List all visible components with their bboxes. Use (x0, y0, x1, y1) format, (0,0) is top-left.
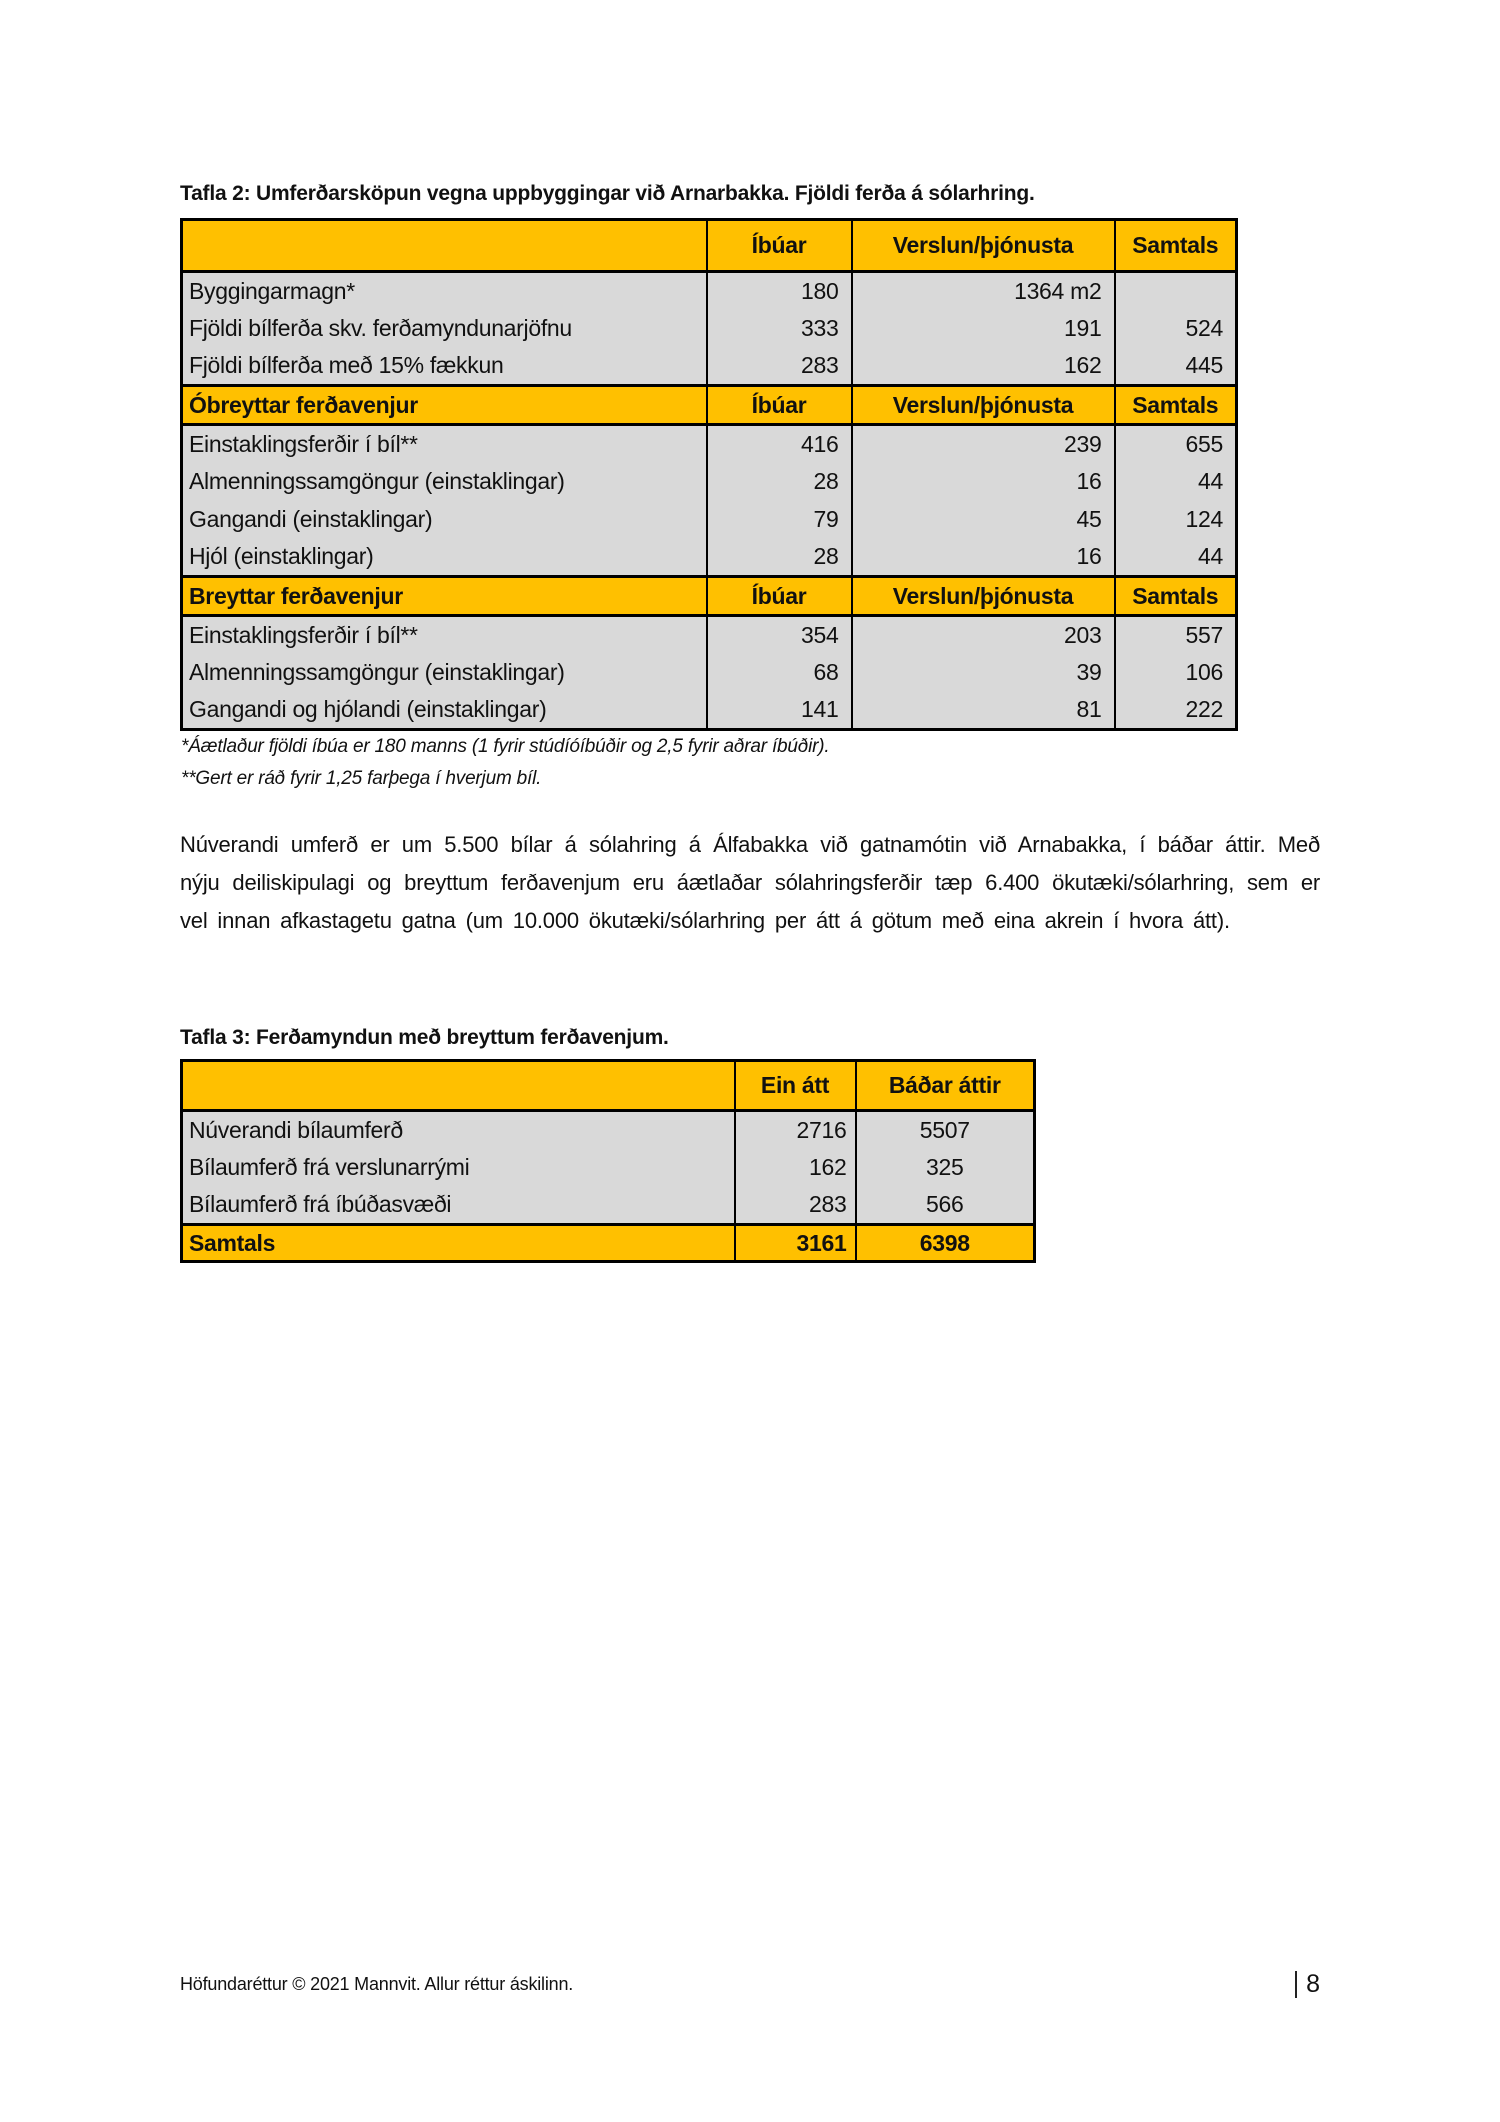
table3-caption: Tafla 3: Ferðamyndun með breyttum ferðavenjum. (180, 1026, 669, 1049)
table-cell: 2716 (735, 1111, 856, 1149)
table-cell: Bílaumferð frá verslunarrými (182, 1149, 735, 1187)
table-cell: 333 (707, 310, 852, 348)
table-cell: 416 (707, 425, 852, 463)
table-cell: 203 (852, 616, 1115, 654)
table-cell: 325 (856, 1149, 1035, 1187)
table-cell: 79 (707, 501, 852, 539)
table-cell: Samtals (1115, 577, 1237, 616)
table-row (182, 616, 1237, 654)
table-cell: 524 (1115, 310, 1237, 348)
table-cell: Óbreyttar ferðavenjur (182, 386, 707, 425)
table-cell: Byggingarmagn* (182, 272, 707, 310)
table-row (182, 501, 1237, 539)
table-cell: Samtals (1115, 386, 1237, 425)
table-row (182, 1061, 1035, 1111)
table-cell: 45 (852, 501, 1115, 539)
table-row (182, 272, 1237, 310)
table-cell: 354 (707, 616, 852, 654)
table-cell: Fjöldi bílferða skv. ferðamyndunarjöfnu (182, 310, 707, 348)
table-cell: Báðar áttir (856, 1061, 1035, 1111)
page-number (1295, 1970, 1320, 1999)
table-row (182, 425, 1237, 463)
traffic-generation-table (180, 218, 1238, 731)
table-cell: 566 (856, 1187, 1035, 1225)
table-cell: 44 (1115, 463, 1237, 501)
table-cell: Verslun/þjónusta (852, 577, 1115, 616)
body-paragraph: Núverandi umferð er um 5.500 bílar á sólahring á Álfabakka við gatnamótin við Arnabakka, í báðar áttir. Með nýju deiliskipulagi og breyttum ferðavenjum eru áætlaðar sólahringsferðir tæp 6.400 ökutæki/sólarhring, sem er vel innan afkastagetu gatna (um 10.000 ökutæki/sólarhring per átt á götum með eina akrein í hvora átt). (180, 832, 1320, 933)
table-cell: Verslun/þjónusta (852, 220, 1115, 272)
table-row (182, 692, 1237, 730)
table-cell: 222 (1115, 692, 1237, 730)
table-cell: Almenningssamgöngur (einstaklingar) (182, 463, 707, 501)
table-row (182, 348, 1237, 386)
copyright-text: Höfundaréttur © 2021 Mannvit. Allur réttur áskilinn. (180, 1974, 574, 1994)
table2-caption: Tafla 2: Umferðarsköpun vegna uppbyggingar við Arnarbakka. Fjöldi ferða á sólarhring. (180, 182, 1035, 205)
table-cell: 16 (852, 539, 1115, 577)
table-row (182, 1187, 1035, 1225)
trip-generation-table (180, 1059, 1036, 1263)
table-cell: 162 (735, 1149, 856, 1187)
table-cell: Samtals (182, 1225, 735, 1262)
table-cell: Breyttar ferðavenjur (182, 577, 707, 616)
table-cell: 1364 m2 (852, 272, 1115, 310)
table-cell: 39 (852, 654, 1115, 692)
table-cell: 16 (852, 463, 1115, 501)
table-cell: 5507 (856, 1111, 1035, 1149)
table-cell: 557 (1115, 616, 1237, 654)
table-cell: 106 (1115, 654, 1237, 692)
page-number-divider (1295, 1971, 1297, 1998)
table-cell: 162 (852, 348, 1115, 386)
table-cell (1115, 272, 1237, 310)
table-cell: 28 (707, 539, 852, 577)
table-cell: 3161 (735, 1225, 856, 1262)
table-cell: 44 (1115, 539, 1237, 577)
table-cell: 68 (707, 654, 852, 692)
table-cell: Bílaumferð frá íbúðasvæði (182, 1187, 735, 1225)
table-row (182, 654, 1237, 692)
table-row (182, 463, 1237, 501)
table-cell: 283 (707, 348, 852, 386)
table-cell (182, 220, 707, 272)
page-footer (180, 1970, 1320, 1999)
table-cell: 28 (707, 463, 852, 501)
table-cell (182, 1061, 735, 1111)
table-cell: 655 (1115, 425, 1237, 463)
table-cell: 180 (707, 272, 852, 310)
table-cell: Hjól (einstaklingar) (182, 539, 707, 577)
table-cell: 124 (1115, 501, 1237, 539)
table-cell: Almenningssamgöngur (einstaklingar) (182, 654, 707, 692)
table-cell: Samtals (1115, 220, 1237, 272)
page-number-value: 8 (1306, 1970, 1320, 1998)
table-cell: Íbúar (707, 220, 852, 272)
table-cell: Verslun/þjónusta (852, 386, 1115, 425)
table-row (182, 539, 1237, 577)
table-cell: 445 (1115, 348, 1237, 386)
footnote-1: *Áætlaður fjöldi íbúa er 180 manns (1 fyrir stúdíóíbúðir og 2,5 fyrir aðrar íbúðir). (181, 736, 830, 757)
table-cell: Gangandi og hjólandi (einstaklingar) (182, 692, 707, 730)
table-row (182, 220, 1237, 272)
footnote-2: **Gert er ráð fyrir 1,25 farþega í hverjum bíl. (181, 768, 542, 789)
table-cell: Íbúar (707, 577, 852, 616)
table-cell: 6398 (856, 1225, 1035, 1262)
table-cell: Ein átt (735, 1061, 856, 1111)
table-cell: 141 (707, 692, 852, 730)
table-cell: 239 (852, 425, 1115, 463)
table-row (182, 1111, 1035, 1149)
table-cell: Íbúar (707, 386, 852, 425)
table-cell: 283 (735, 1187, 856, 1225)
table-cell: 81 (852, 692, 1115, 730)
table-row (182, 1225, 1035, 1262)
table-row (182, 386, 1237, 425)
table-cell: Einstaklingsferðir í bíl** (182, 616, 707, 654)
table-row (182, 1149, 1035, 1187)
table-cell: Fjöldi bílferða með 15% fækkun (182, 348, 707, 386)
table-cell: Gangandi (einstaklingar) (182, 501, 707, 539)
table-cell: 191 (852, 310, 1115, 348)
table-row (182, 310, 1237, 348)
table-cell: Núverandi bílaumferð (182, 1111, 735, 1149)
table-cell: Einstaklingsferðir í bíl** (182, 425, 707, 463)
table-row (182, 577, 1237, 616)
